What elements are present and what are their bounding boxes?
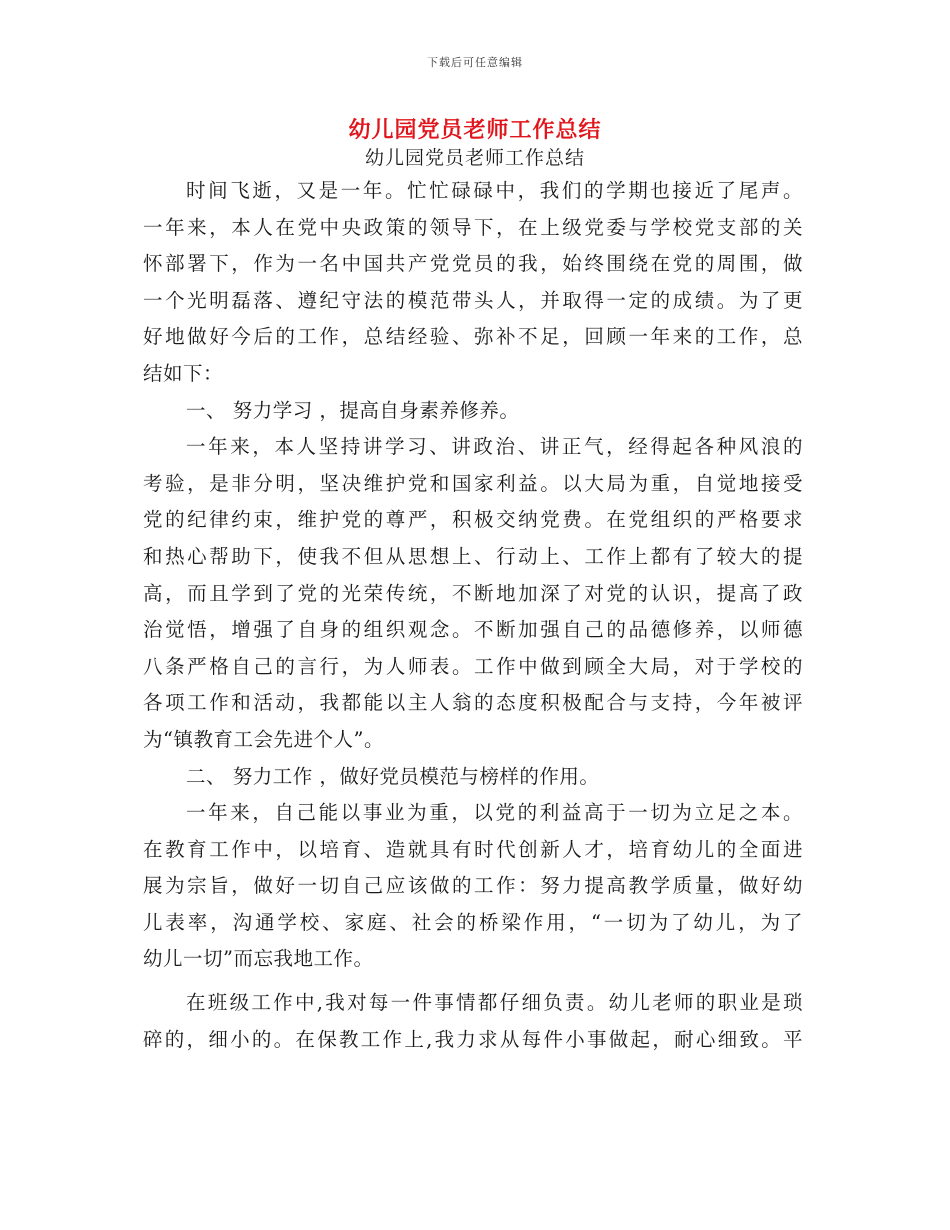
paragraph-line: 时间飞逝，又是一年。忙忙碌碌中，我们的学期也接近了尾声。 <box>186 179 803 202</box>
section-heading: 一、 努力学习 ，提高自身素养修养。 <box>186 398 520 422</box>
paragraph-line: 一个光明磊落、遵纪守法的模范带头人，并取得一定的成绩。为了更 <box>143 288 803 312</box>
section-heading: 二、 努力工作 ，做好党员模范与榜样的作用。 <box>186 764 600 788</box>
paragraph-line: 高，而且学到了党的光荣传统，不断地加深了对党的认识，提高了政 <box>143 581 803 605</box>
paragraph-line: 和热心帮助下，使我不但从思想上、行动上、工作上都有了较大的提 <box>143 544 803 568</box>
paragraph-line: 一年来，自己能以事业为重，以党的利益高于一切为立足之本。 <box>186 801 803 825</box>
paragraph-line: 儿表率，沟通学校、家庭、社会的桥梁作用，“一切为了幼儿，为了 <box>143 910 803 934</box>
paragraph-line: 结如下： <box>143 361 224 385</box>
paragraph-line: 各项工作和活动，我都能以主人翁的态度积极配合与支持，今年被评 <box>143 691 803 715</box>
paragraph-line: 党的纪律约束，维护党的尊严，积极交纳党费。在党组织的严格要求 <box>143 508 803 532</box>
paragraph-line: 一年来，本人在党中央政策的领导下，在上级党委与学校党支部的关 <box>143 215 803 239</box>
document-title: 幼儿园党员老师工作总结 <box>348 117 602 143</box>
header-note: 下载后可任意编辑 <box>427 56 523 69</box>
paragraph-line: 在教育工作中，以培育、造就具有时代创新人才，培育幼儿的全面进 <box>143 837 803 861</box>
paragraph-gap <box>143 978 803 985</box>
paragraph-line: 为“镇教育工会先进个人”。 <box>143 727 384 751</box>
paragraph-line: 好地做好今后的工作，总结经验、弥补不足，回顾一年来的工作，总 <box>143 325 803 349</box>
paragraph-line: 一年来，本人坚持讲学习、讲政治、讲正气，经得起各种风浪的 <box>186 435 803 459</box>
paragraph-line: 展为宗旨，做好一切自己应该做的工作：努力提高教学质量，做好幼 <box>143 874 803 898</box>
paragraph-line: 在班级工作中,我对每一件事情都仔细负责。幼儿老师的职业是琐 <box>186 991 803 1015</box>
paragraph-line: 八条严格自己的言行，为人师表。工作中做到顾全大局，对于学校的 <box>143 654 803 678</box>
paragraph-line: 考验，是非分明，坚决维护党和国家利益。以大局为重，自觉地接受 <box>143 471 803 495</box>
paragraph-line: 碎的，细小的。在保教工作上,我力求从每件小事做起，耐心细致。平 <box>143 1027 803 1051</box>
paragraph-line: 怀部署下，作为一名中国共产党党员的我，始终围绕在党的周围，做 <box>143 252 803 276</box>
paragraph-line: 幼儿一切”而忘我地工作。 <box>143 947 374 971</box>
document-subtitle: 幼儿园党员老师工作总结 <box>364 147 585 169</box>
document-body <box>143 173 803 1058</box>
paragraph-line: 治觉悟，增强了自身的组织观念。不断加强自己的品德修养，以师德 <box>143 618 803 642</box>
